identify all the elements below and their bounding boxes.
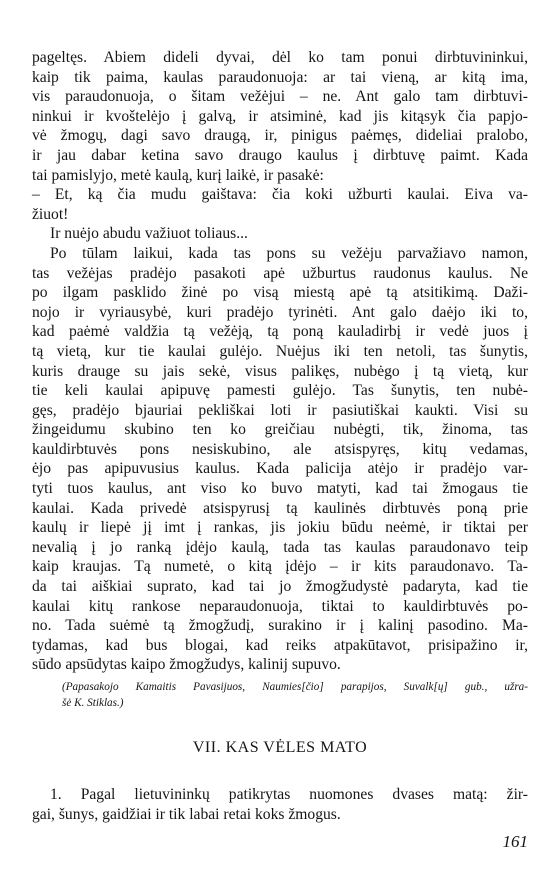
text-line: nojo ir vyriausybė, kuri pradėjo tyrinėti. Ant galo daėjo iki to,	[32, 303, 528, 321]
text-line: kaip tik paima, kaulas paraudonuoja: ar tai vieną, ar kitą ima,	[32, 68, 528, 86]
text-line: no. Tada suėmė tą žmogžudį, surakino ir į kalinį pasodino. Ma-	[32, 617, 528, 635]
text-line: vė žmogų, dagi savo draugą, ir, pinigus paėmęs, dideliai pralobo,	[32, 127, 528, 145]
text-line: žingeidumu skubino ten ko greičiau nubėgti, tik, žinoma, tas	[32, 421, 528, 439]
text-line: kaulai kitų rankose neparaudonuoja, tiktai to kauldirbtuvės po-	[32, 597, 528, 615]
text-line: ir jau dabar ketina savo draugo kaulus į dirbtuvę paimt. Kada	[32, 146, 528, 164]
text-line: 1. Pagal lietuvininkų patikrytas nuomones dvases matą: žir-	[50, 786, 528, 803]
page-body	[32, 48, 528, 824]
short-paragraph	[32, 224, 528, 244]
section-heading: VII. KAS VĖLES MATO	[192, 739, 368, 756]
text-line: kauldirbtuvės pons nesiskubino, ale atsispyręs, kitų vedamas,	[32, 440, 528, 458]
text-line: kaip kraujas. Tą numetė, o kitą įdėjo – ir kits paraudonavo. Ta-	[32, 558, 528, 576]
text-line: gai, šunys, gaidžiai ir tik labai retai koks žmogus.	[32, 805, 341, 823]
source-note-line: šė K. Stiklas.)	[62, 697, 124, 709]
paragraph-section	[32, 785, 528, 824]
text-line: tie keli kaulai apipuvę pamesti gulėjo. Tas šunytis, ten nubė-	[32, 382, 528, 400]
text-line: žiuot!	[32, 205, 69, 223]
text-line: tydamas, kad bus blogai, kad reiks atpakūtavot, prisipažino ir,	[32, 636, 528, 654]
text-line: kuris drauge su jais sekė, visus palikęs, nubėgo į tą vietą, kur	[32, 362, 528, 380]
text-line: kaulų ir liepė jį imt į rankas, jis jokiu būdu neėmė, ir tiktai per	[32, 519, 528, 537]
text-line: sūdo apsūdytas kaipo žmogžudys, kalinij supuvo.	[32, 656, 341, 674]
text-line: ninkui ir kvoštelėjo į galvą, ir atsiminė, kad jis kitąsyk čia papjo-	[32, 107, 528, 125]
text-line: Po tūlam laikui, kada tas pons su vežėju parvažiavo namon,	[50, 244, 528, 262]
text-line: tas vežėjas pradėjo pasakoti apė užburtus raudonus kaulus. Ne	[32, 264, 528, 282]
text-line: vis paraudonuoja, o šitam vežėjui – ne. Ant galo tam dirbtuvi-	[32, 88, 528, 106]
text-line: ėjo pas apipuvusius kaulus. Kada palicija atėjo ir pradėjo var-	[32, 460, 528, 478]
text-line: da tai aiškiai suprato, kad tai jo žmogžudystė padaryta, kad tie	[32, 578, 528, 596]
page-number: 161	[502, 832, 528, 851]
text-line: gęs, pradėjo bjauriai pekliškai loti ir pasiutiškai kaukti. Visi su	[32, 401, 528, 419]
text-line: kad paėmė valdžia tą vežėją, tą poną kauladirbį ir vedė juos į	[32, 323, 528, 341]
text-line: kaulai. Kada privedė atsispyrusį tą kaulinės dirbtuvės poną prie	[32, 499, 528, 517]
paragraph-main-2	[32, 244, 528, 675]
dialogue-paragraph	[32, 185, 528, 224]
text-line: po ilgam pasklido žinė po visą miestą apė tą atsitikimą. Daži-	[32, 284, 528, 302]
text-line: – Et, ką čia mudu gaištava: čia koki užburti kaulai. Eiva va-	[32, 186, 528, 204]
paragraph-main-1	[32, 48, 528, 185]
text-line: tą vietą, kur tie kaulai gulėjo. Nuėjus iki ten netoli, tas šunytis,	[32, 342, 528, 360]
source-note-line: (Papasakojo Kamaitis Pavasijuos, Naumies[čio] parapijos, Suvalk[ų] gub., užra-	[62, 681, 528, 693]
text-line: tai pamislyjo, metė kaulą, kurį laikė, ir pasakė:	[32, 166, 324, 184]
text-line: pageltęs. Abiem dideli dyvai, dėl ko tam ponui dirbtuvininkui,	[32, 49, 528, 66]
source-note	[32, 679, 528, 711]
text-line: Ir nuėjo abudu važiuot toliaus...	[50, 225, 248, 243]
text-line: tyti tuos kaulus, ant viso ko buvo matyti, kad tai žmogaus tie	[32, 480, 528, 498]
text-line: nevalią į jo ranką įdėjo kaulą, tada tas kaulas paraudonavo teip	[32, 538, 528, 556]
